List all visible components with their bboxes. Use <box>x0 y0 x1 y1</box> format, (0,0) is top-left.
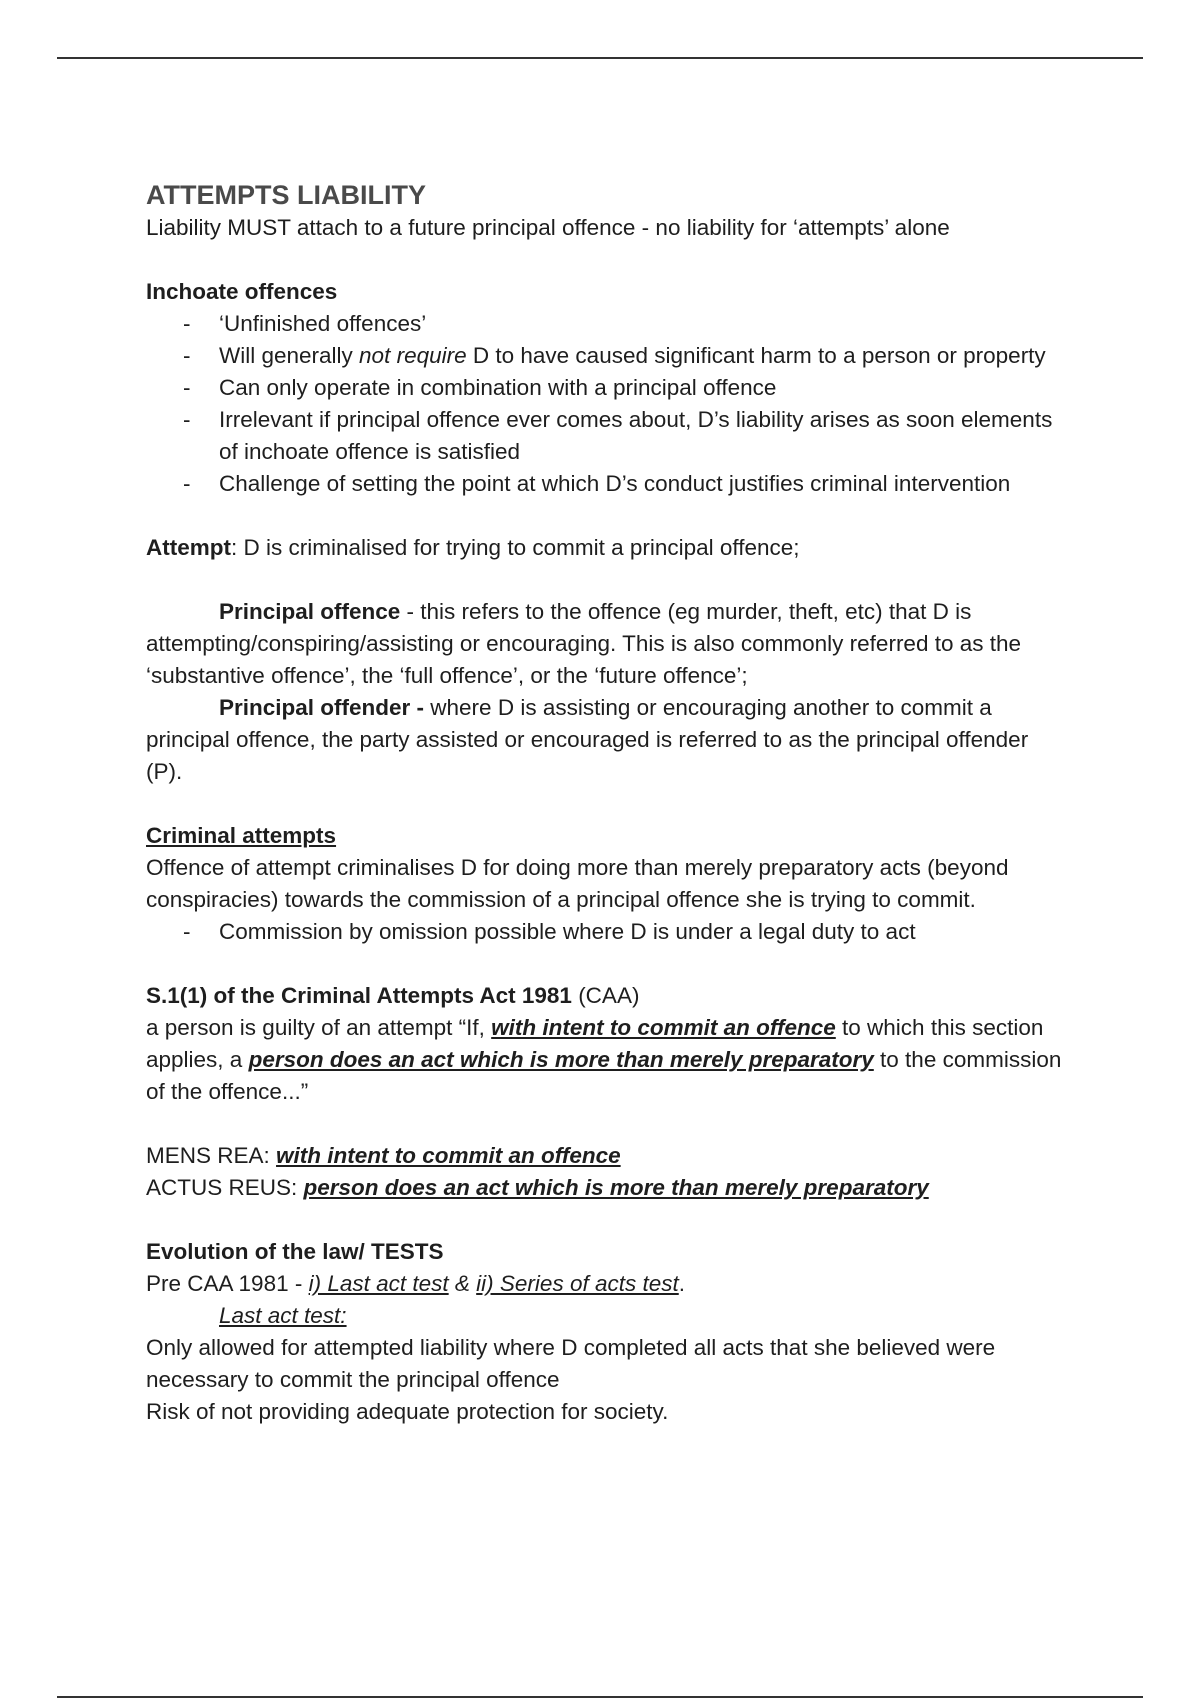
list-item: - Commission by omission possible where D is under a legal duty to act <box>146 916 1066 948</box>
section-quote: a person is guilty of an attempt “If, with intent to commit an offence to which this section applies, a person does an act which is more than merely preparatory to the commission of the offence...” <box>146 1015 1062 1104</box>
key-phrase-intent: with intent to commit an offence <box>491 1015 836 1040</box>
list-item: - ‘Unfinished offences’ <box>146 308 1066 340</box>
last-act-test-ref: i) Last act test <box>308 1271 449 1296</box>
list-item: - Irrelevant if principal offence ever comes about, D’s liability arises as soon elements of inchoate offence is satisfied <box>146 404 1066 468</box>
last-act-subheading: Last act test: <box>219 1303 347 1328</box>
document-body <box>146 178 1066 1428</box>
list-item: - Will generally not require D to have caused significant harm to a person or property <box>146 340 1066 372</box>
dash-bullet: - <box>183 407 191 432</box>
page-title: ATTEMPTS LIABILITY <box>146 180 426 210</box>
risk-line: Risk of not providing adequate protection for society. <box>146 1399 669 1424</box>
intro-text: Liability MUST attach to a future principal offence - no liability for ‘attempts’ alone <box>146 215 950 240</box>
section-heading: S.1(1) of the Criminal Attempts Act 1981 (CAA) <box>146 983 640 1008</box>
emphasis-text: not require <box>359 343 467 368</box>
header-rule <box>57 57 1143 59</box>
footer-rule <box>57 1696 1143 1698</box>
attempt-definition: Attempt: D is criminalised for trying to commit a principal offence; <box>146 535 800 560</box>
inchoate-heading: Inchoate offences <box>146 279 338 304</box>
mens-rea-line: MENS REA: with intent to commit an offence <box>146 1143 621 1168</box>
dash-bullet: - <box>183 311 191 336</box>
dash-bullet: - <box>183 375 191 400</box>
criminal-attempts-list <box>146 916 1066 948</box>
criminal-attempts-text: Offence of attempt criminalises D for doing more than merely preparatory acts (beyond conspiracies) towards the commission of a principal offence she is trying to commit. <box>146 855 1009 912</box>
list-item: - Can only operate in combination with a principal offence <box>146 372 1066 404</box>
evolution-heading: Evolution of the law/ TESTS <box>146 1239 444 1264</box>
principal-offence-definition: Principal offence - this refers to the offence (eg murder, theft, etc) that D is attempting/conspiring/assisting or encouraging. This is also commonly referred to as the ‘substantive offence’, the ‘full offence’, or the ‘future offence’; <box>146 599 1022 688</box>
dash-bullet: - <box>183 343 191 368</box>
pre-caa-line: Pre CAA 1981 - i) Last act test & ii) Series of acts test. <box>146 1271 686 1296</box>
series-of-acts-test-ref: ii) Series of acts test <box>476 1271 679 1296</box>
dash-bullet: - <box>183 919 191 944</box>
dash-bullet: - <box>183 471 191 496</box>
principal-offender-definition: Principal offender - where D is assisting or encouraging another to commit a principal offence, the party assisted or encouraged is referred to as the principal offender (P). <box>146 695 1029 784</box>
list-item: - Challenge of setting the point at which D’s conduct justifies criminal intervention <box>146 468 1066 500</box>
inchoate-list <box>146 308 1066 500</box>
criminal-attempts-heading: Criminal attempts <box>146 823 337 848</box>
actus-reus-line: ACTUS REUS: person does an act which is more than merely preparatory <box>146 1175 929 1200</box>
last-act-explanation: Only allowed for attempted liability where D completed all acts that she believed were necessary to commit the principal offence <box>146 1335 996 1392</box>
key-phrase-act: person does an act which is more than merely preparatory <box>248 1047 874 1072</box>
